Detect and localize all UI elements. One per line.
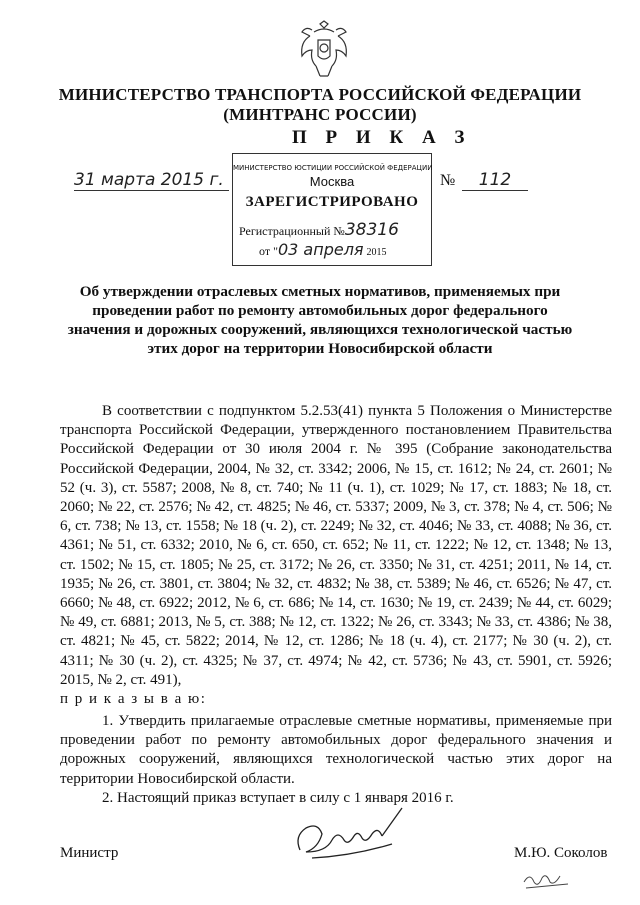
ministry-name: МИНИСТЕРСТВО ТРАНСПОРТА РОССИЙСКОЙ ФЕДЕРАЦИИ — [58, 85, 582, 104]
signatory-position: Министр — [60, 845, 119, 861]
order-date-text: 31 марта 2015 г. — [74, 170, 224, 190]
signatory-name: М.Ю. Соколов — [514, 845, 608, 861]
stamp-reg-number: 38316 — [344, 220, 399, 240]
stamp-organization: МИНИСТЕРСТВО ЮСТИЦИИ РОССИЙСКОЙ ФЕДЕРАЦИИ — [233, 164, 433, 172]
order-item-1: 1. Утвердить прилагаемые отраслевые сметные нормативы, применяемые при проведении работ по ремонту автомобильных дорог федерального значения и дорожных сооружений, являющихся технологической частью этих дорог на территории Новосибирской области. — [60, 713, 612, 787]
initials-mark — [520, 862, 576, 892]
preamble-paragraph: В соответствии с подпунктом 5.2.53(41) пункта 5 Положения о Министерстве транспорта Российской Федерации, утвержденного постановлением Правительства Российской Федерации от 30 июля 2004 г. № 395 (Собрание законодательства Российской Федерации, 2004, № 32, ст. 3342; 2006, № 15, ст. 1612; № 24, ст. 2601; № 52 (ч. 3), ст. 5587; 2008, № 8, ст. 740; № 11 (ч. 1), ст. 1029; № 17, ст. 1883; № 18, ст. 2060; № 22, ст. 2576; № 42, ст. 4825; № 46, ст. 5337; 2009, № 3, ст. 378; № 4, ст. 506; № 6, ст. 738; № 13, ст. 1558; № 18 (ч. 2), ст. 2249; № 32, ст. 4046; № 33, ст. 4088; № 36, ст. 4361; № 51, ст. 6332; 2010, № 6, ст. 650, ст. 652; № 11, ст. 1222; № 12, ст. 1348; № 13, ст. 1502; № 15, ст. 1805; № 25, ст. 3172; № 26, ст. 3350; № 31, ст. 4251; 2011, № 14, ст. 1935; № 26, ст. 3801, ст. 3804; № 32, ст. 4832; № 38, ст. 5389; № 46, ст. 6526; № 47, ст. 6660; № 48, ст. 6922; 2012, № 6, ст. 686; № 14, ст. 1630; № 19, ст. 2439; № 44, ст. 6029; № 49, ст. 6881; 2013, № 5, ст. 388; № 12, ст. 1322; № 26, ст. 3343; № 33, ст. 4386; № 38, ст. 4821; № 45, ст. 5822; 2014, № 12, ст. 1286; № 18 (ч. 4), ст. 2177; № 30 (ч. 2), ст. 4311; № 30 (ч. 2), ст. 4325; № 37, ст. 4974; № 42, ст. 5736; № 43, ст. 5901, ст. 5926; 2015, № 2, ст. 491), — [60, 403, 612, 688]
order-word: п р и к а з ы в а ю: — [60, 691, 207, 708]
document-title: Об утверждении отраслевых сметных нормативов, применяемых при проведении работ по ремонту автомобильных дорог федерального значения и дорожных сооружений, являющихся технологической частью этих дорог на территории Новосибирской области — [67, 283, 573, 357]
order-date — [74, 170, 229, 191]
order-item-2: 2. Настоящий приказ вступает в силу с 1 января 2016 г. — [102, 789, 454, 806]
preamble-text — [60, 402, 612, 709]
registration-stamp — [232, 153, 432, 266]
stamp-reg-label: Регистрационный № — [239, 224, 345, 238]
order-number: 112 — [462, 170, 528, 191]
ministry-abbreviation: (МИНТРАНС РОССИИ) — [223, 105, 417, 124]
stamp-from-label: от " — [259, 244, 278, 258]
stamp-reg-row — [239, 220, 399, 240]
stamp-registered: ЗАРЕГИСТРИРОВАНО — [245, 194, 419, 210]
order-items — [60, 712, 612, 808]
stamp-city: Москва — [309, 174, 355, 189]
stamp-from-date: 03 апреля — [277, 240, 364, 259]
stamp-date-row — [259, 240, 387, 259]
signature-image — [292, 800, 412, 870]
document-type: П Р И К А З — [292, 127, 472, 148]
coat-of-arms-emblem — [296, 20, 352, 80]
number-label: № — [440, 172, 456, 189]
stamp-year: 2015 — [366, 247, 387, 258]
